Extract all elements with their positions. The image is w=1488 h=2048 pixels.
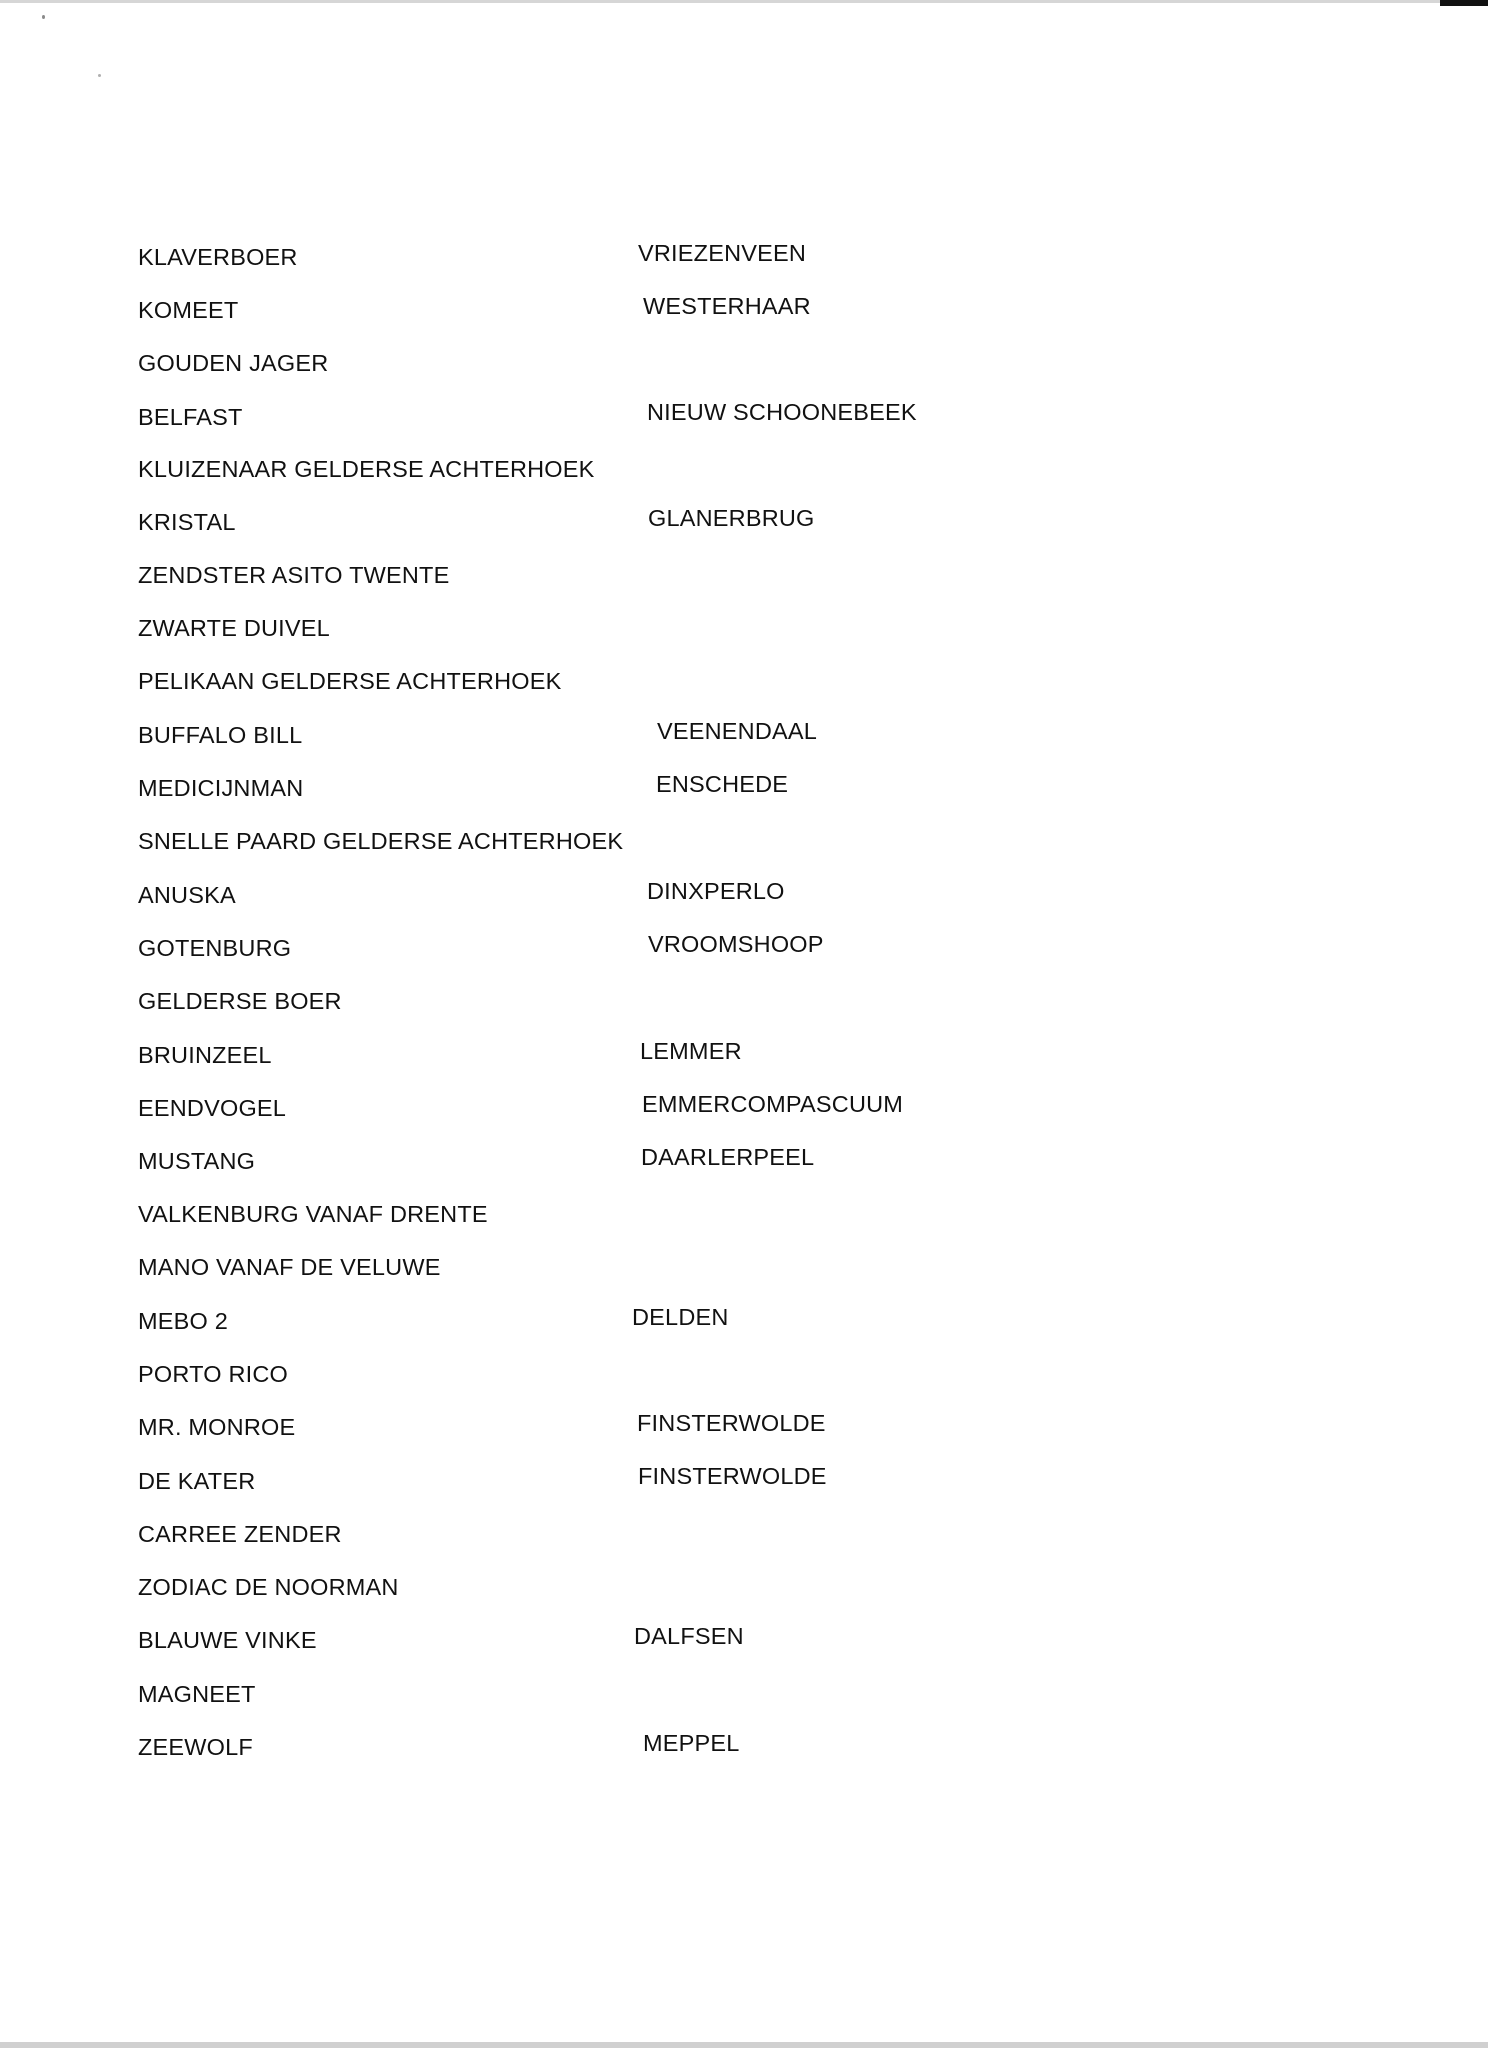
station-name: DE KATER: [138, 1468, 256, 1494]
station-name: GOTENBURG: [138, 935, 292, 961]
station-name: ZODIAC DE NOORMAN: [138, 1574, 399, 1600]
station-name: GOUDEN JAGER: [138, 350, 329, 376]
station-location: WESTERHAAR: [643, 293, 811, 319]
station-location: DALFSEN: [634, 1623, 744, 1649]
scan-speck: [42, 15, 45, 19]
station-location: GLANERBRUG: [648, 505, 815, 531]
station-location: DINXPERLO: [647, 878, 785, 904]
station-name: ZWARTE DUIVEL: [138, 615, 330, 641]
scan-mark: [1440, 0, 1488, 6]
station-name: MANO VANAF DE VELUWE: [138, 1254, 441, 1280]
station-location: DELDEN: [632, 1304, 729, 1330]
station-name: VALKENBURG VANAF DRENTE: [138, 1201, 488, 1227]
scan-edge-top: [0, 0, 1488, 3]
station-name: BELFAST: [138, 404, 243, 430]
scan-edge-bottom: [0, 2042, 1488, 2048]
station-location: ENSCHEDE: [656, 771, 789, 797]
station-name: EENDVOGEL: [138, 1095, 287, 1121]
station-name: MEBO 2: [138, 1308, 229, 1334]
station-location: NIEUW SCHOONEBEEK: [647, 399, 917, 425]
station-location: FINSTERWOLDE: [638, 1463, 827, 1489]
station-location: VRIEZENVEEN: [638, 240, 807, 266]
station-name: SNELLE PAARD GELDERSE ACHTERHOEK: [138, 828, 624, 854]
station-name: ZEEWOLF: [138, 1734, 253, 1760]
station-name: KLUIZENAAR GELDERSE ACHTERHOEK: [138, 456, 595, 482]
station-location: VROOMSHOOP: [648, 931, 824, 957]
station-name: KOMEET: [138, 297, 239, 323]
station-name: BUFFALO BILL: [138, 722, 303, 748]
station-location: LEMMER: [640, 1038, 742, 1064]
station-name: MEDICIJNMAN: [138, 775, 304, 801]
station-location: DAARLERPEEL: [641, 1144, 815, 1170]
station-name: ZENDSTER ASITO TWENTE: [138, 562, 450, 588]
station-name: MR. MONROE: [138, 1414, 296, 1440]
station-name: CARREE ZENDER: [138, 1521, 342, 1547]
station-name: PORTO RICO: [138, 1361, 288, 1387]
station-name: BLAUWE VINKE: [138, 1627, 317, 1653]
station-location: MEPPEL: [643, 1730, 740, 1756]
station-name: MUSTANG: [138, 1148, 256, 1174]
station-location: EMMERCOMPASCUUM: [642, 1091, 904, 1117]
station-name: MAGNEET: [138, 1681, 256, 1707]
scan-speck: [98, 74, 101, 77]
station-name: GELDERSE BOER: [138, 988, 342, 1014]
station-name: KLAVERBOER: [138, 244, 298, 270]
station-location: VEENENDAAL: [657, 718, 818, 744]
station-name: ANUSKA: [138, 882, 236, 908]
station-location: FINSTERWOLDE: [637, 1410, 826, 1436]
station-name: BRUINZEEL: [138, 1042, 272, 1068]
station-name: PELIKAAN GELDERSE ACHTERHOEK: [138, 668, 562, 694]
station-name: KRISTAL: [138, 509, 236, 535]
